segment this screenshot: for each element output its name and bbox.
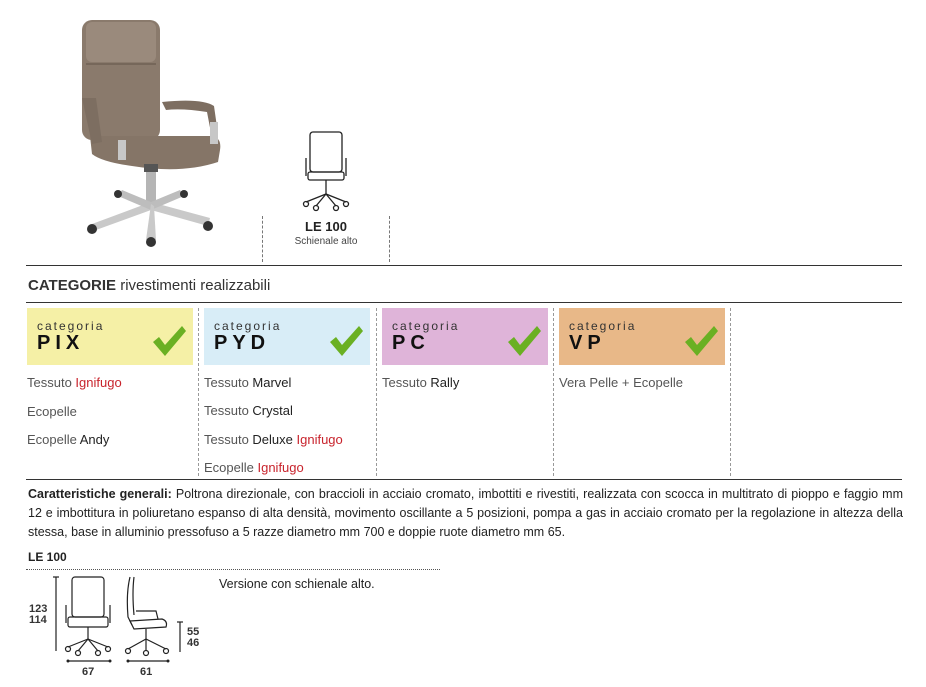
column-separator (198, 308, 199, 476)
category-vp-box (559, 308, 725, 365)
height-label-2: 114 (29, 614, 47, 626)
category-label: categoria (569, 319, 637, 333)
height-label-1: 123 (29, 603, 48, 615)
column-separator (376, 308, 377, 476)
category-code: PC (392, 332, 430, 354)
category-pyd-box (204, 308, 370, 365)
model-code: LE 100 (305, 219, 347, 234)
category-code: PYD (214, 332, 271, 354)
category-label: categoria (392, 319, 460, 333)
check-icon (506, 324, 542, 358)
check-icon (151, 324, 187, 358)
depth-label: 61 (140, 666, 153, 678)
list-item: Ecopelle Ignifugo (204, 460, 304, 475)
column-separator (730, 308, 731, 476)
list-item: Ecopelle Andy (27, 432, 110, 447)
chair-front-icon (298, 128, 354, 214)
categories-heading (28, 277, 270, 294)
divider-categories (26, 302, 902, 303)
list-item: Vera Pelle + Ecopelle (559, 375, 683, 390)
list-item: Tessuto Deluxe Ignifugo (204, 432, 343, 447)
chair-front-icon (52, 573, 122, 665)
technical-title: LE 100 (28, 550, 67, 564)
categories-heading-rest: rivestimenti realizzabili (120, 277, 271, 294)
categories-heading-bold: CATEGORIE (28, 277, 117, 294)
seat-height-marker (176, 620, 184, 654)
check-icon (683, 324, 719, 358)
list-item: Tessuto Ignifugo (27, 375, 122, 390)
category-label: categoria (214, 319, 282, 333)
list-item: Ecopelle (27, 404, 77, 419)
chair-side-icon (122, 573, 174, 665)
list-item: Tessuto Rally (382, 375, 460, 390)
general-label: Caratteristiche generali: (28, 487, 172, 501)
version-note: Versione con schienale alto. (219, 577, 375, 591)
column-separator (553, 308, 554, 476)
list-item: Tessuto Marvel (204, 375, 292, 390)
model-description: Schienale alto (294, 236, 358, 247)
category-code: VP (569, 332, 606, 354)
seat-height-label-2: 46 (187, 637, 200, 649)
general-description (28, 485, 903, 542)
technical-divider (26, 569, 440, 570)
divider-top (26, 265, 902, 266)
general-text: Poltrona direzionale, con braccioli in acciaio cromato, imbottiti e rivestiti, realizzata con scocca in multitrato di pioppo e faggio mm 12 e imbottitura in poliuretano espanso di alta densità, movimento oscillante a 5 posizioni, pompa a gas in acciaio cromato per la regolazione in altezza della stessa, base in alluminio pressofuso a 5 razze diametro mm 700 e doppie ruote diametro mm 65. (28, 487, 904, 539)
category-pix-box (27, 308, 193, 365)
category-pc-box (382, 308, 548, 365)
seat-height-label-1: 55 (187, 626, 200, 638)
check-icon (328, 324, 364, 358)
chair-photo (62, 14, 224, 252)
list-item: Tessuto Crystal (204, 403, 293, 418)
width-label: 67 (82, 666, 95, 678)
divider-bottom (26, 479, 902, 480)
category-code: PIX (37, 332, 85, 354)
category-label: categoria (37, 319, 105, 333)
